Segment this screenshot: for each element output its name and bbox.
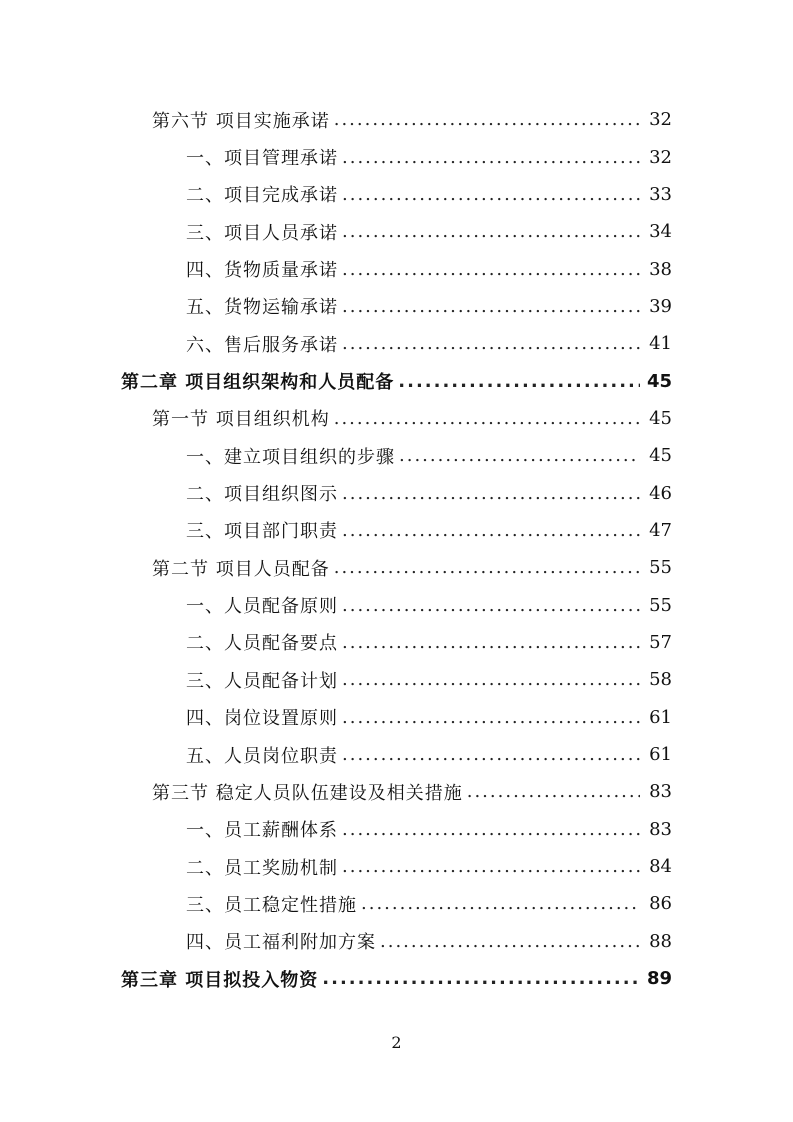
toc-entry-label: 三、人员配备计划 (186, 667, 342, 693)
toc-entry-page: 39 (649, 295, 672, 317)
toc-leader-dots (342, 483, 640, 504)
toc-entry-label: 一、项目管理承诺 (186, 144, 342, 170)
toc-entry-label: 四、员工福利附加方案 (186, 928, 380, 954)
toc-entry[interactable] (0, 811, 793, 848)
toc-entry-label: 第二节 项目人员配备 (152, 555, 334, 581)
toc-leader-dots (334, 408, 640, 429)
toc-entry-label: 三、员工稳定性措施 (186, 891, 361, 917)
toc-entry[interactable] (0, 138, 793, 175)
toc-entry[interactable] (0, 736, 793, 773)
toc-leader-dots (342, 520, 640, 541)
toc-entry-label: 一、员工薪酬体系 (186, 816, 342, 842)
toc-entry-page: 57 (649, 631, 672, 653)
toc-entry-label: 第二章 项目组织架构和人员配备 (121, 368, 398, 394)
toc-leader-dots (342, 632, 640, 653)
toc-entry-label: 二、项目完成承诺 (186, 181, 342, 207)
toc-leader-dots (342, 184, 640, 205)
toc-leader-dots (342, 744, 640, 765)
toc-entry-page: 33 (649, 183, 672, 205)
toc-leader-dots (467, 781, 640, 802)
toc-entry[interactable] (0, 586, 793, 623)
toc-entry[interactable] (0, 213, 793, 250)
toc-entry[interactable] (0, 923, 793, 960)
toc-entry-page: 38 (649, 258, 672, 280)
toc-entry[interactable] (0, 885, 793, 922)
toc-entry-page: 45 (646, 370, 672, 392)
page-number: 2 (391, 1033, 402, 1052)
toc-entry[interactable] (0, 474, 793, 511)
toc-entry-page: 47 (649, 519, 672, 541)
toc-entry-page: 46 (649, 482, 672, 504)
toc-leader-dots (342, 856, 640, 877)
toc-entry[interactable] (0, 661, 793, 698)
toc-entry[interactable] (0, 400, 793, 437)
toc-entry-label: 第一节 项目组织机构 (152, 405, 334, 431)
toc-leader-dots (342, 669, 640, 690)
toc-leader-dots (334, 109, 640, 130)
toc-entry[interactable] (0, 848, 793, 885)
toc-entry-label: 第三节 稳定人员队伍建设及相关措施 (152, 779, 467, 805)
toc-entry-label: 五、货物运输承诺 (186, 293, 342, 319)
toc-leader-dots (342, 147, 640, 168)
toc-leader-dots (342, 296, 640, 317)
toc-leader-dots (398, 371, 640, 392)
table-of-contents (0, 101, 793, 997)
toc-leader-dots (342, 333, 640, 354)
toc-entry[interactable] (0, 101, 793, 138)
toc-entry-page: 32 (649, 109, 672, 131)
toc-leader-dots (342, 259, 640, 280)
toc-entry[interactable] (0, 325, 793, 362)
toc-leader-dots (342, 707, 640, 728)
toc-entry[interactable] (0, 624, 793, 661)
toc-entry-page: 84 (649, 856, 672, 878)
toc-leader-dots (322, 968, 640, 989)
toc-entry-page: 89 (646, 968, 672, 990)
toc-entry-label: 二、人员配备要点 (186, 629, 342, 655)
toc-entry-label: 一、人员配备原则 (186, 592, 342, 618)
toc-entry-label: 三、项目人员承诺 (186, 219, 342, 245)
toc-entry[interactable] (0, 250, 793, 287)
toc-entry-page: 83 (649, 818, 672, 840)
toc-entry-label: 三、项目部门职责 (186, 517, 342, 543)
toc-entry[interactable] (0, 288, 793, 325)
toc-entry-label: 六、售后服务承诺 (186, 331, 342, 357)
toc-entry-label: 二、员工奖励机制 (186, 854, 342, 880)
toc-entry-label: 二、项目组织图示 (186, 480, 342, 506)
toc-entry-page: 61 (649, 744, 672, 766)
toc-leader-dots (399, 445, 640, 466)
toc-entry[interactable] (0, 773, 793, 810)
toc-leader-dots (342, 221, 640, 242)
toc-entry-page: 41 (649, 333, 672, 355)
toc-entry-label: 第三章 项目拟投入物资 (121, 966, 322, 992)
toc-entry-page: 32 (649, 146, 672, 168)
toc-entry-page: 88 (649, 930, 672, 952)
toc-entry-page: 55 (649, 594, 672, 616)
toc-entry-label: 五、人员岗位职责 (186, 742, 342, 768)
toc-entry-page: 34 (649, 221, 672, 243)
toc-chapter-entry[interactable] (0, 362, 793, 399)
toc-leader-dots (361, 893, 640, 914)
toc-entry-label: 一、建立项目组织的步骤 (186, 443, 399, 469)
toc-entry-page: 83 (649, 781, 672, 803)
toc-entry-label: 第六节 项目实施承诺 (152, 107, 334, 133)
toc-entry[interactable] (0, 549, 793, 586)
toc-entry[interactable] (0, 699, 793, 736)
toc-leader-dots (342, 595, 640, 616)
toc-entry[interactable] (0, 512, 793, 549)
toc-entry-page: 55 (649, 557, 672, 579)
toc-entry-label: 四、岗位设置原则 (186, 704, 342, 730)
toc-entry-page: 45 (649, 407, 672, 429)
toc-chapter-entry[interactable] (0, 960, 793, 997)
toc-leader-dots (334, 557, 640, 578)
toc-entry-page: 86 (649, 893, 672, 915)
toc-entry-page: 58 (649, 669, 672, 691)
toc-entry[interactable] (0, 437, 793, 474)
toc-entry-page: 61 (649, 706, 672, 728)
toc-entry-label: 四、货物质量承诺 (186, 256, 342, 282)
toc-leader-dots (342, 819, 640, 840)
toc-entry-page: 45 (649, 445, 672, 467)
toc-leader-dots (380, 931, 640, 952)
toc-entry[interactable] (0, 176, 793, 213)
